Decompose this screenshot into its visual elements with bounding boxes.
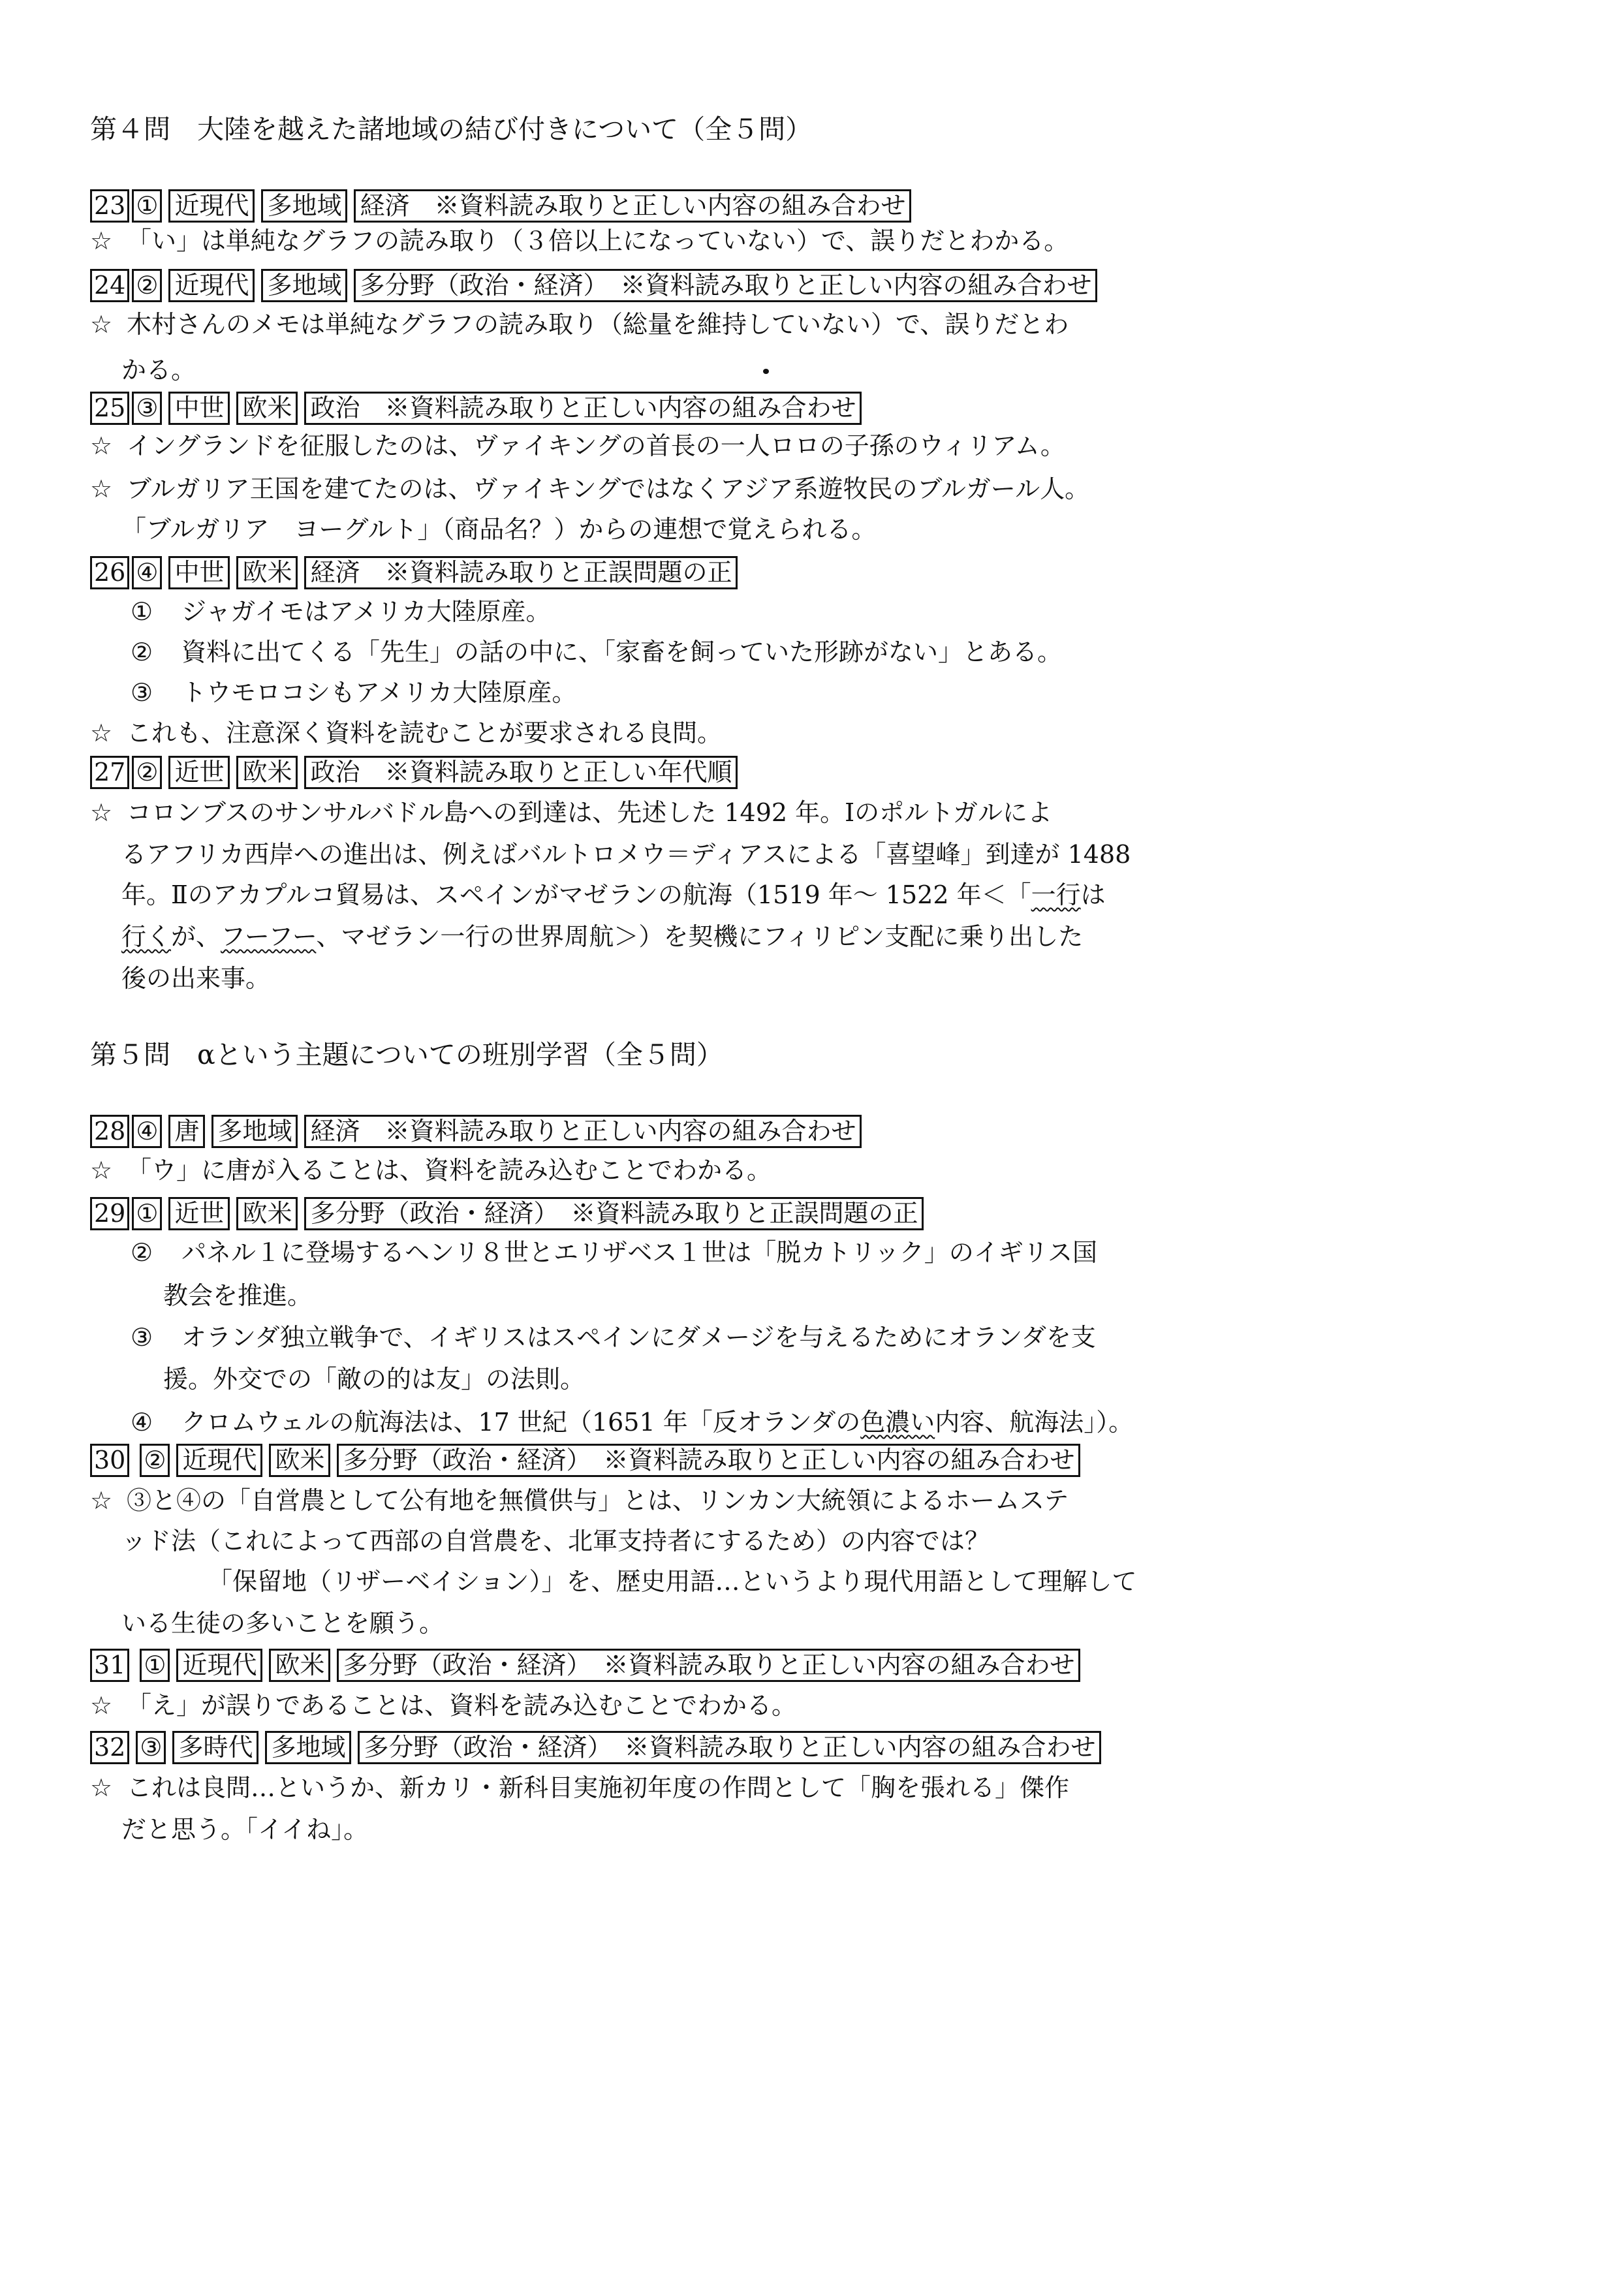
q24-note: ☆ 木村さんのメモは単純なグラフの読み取り（総量を維持していない）で、誤りだとわ: [90, 310, 1069, 339]
q31-header: [90, 1649, 1080, 1682]
q28-region-tag: 多地域: [211, 1115, 298, 1148]
q25-note2-cont: 「ブルガリア ヨーグルト」（商品名？）からの連想で覚えられる。: [121, 515, 877, 544]
wavy-underline: 一行: [1031, 880, 1081, 909]
q29-sub2-cont: 教会を推進。: [163, 1281, 313, 1310]
q25-note2: ☆ ブルガリア王国を建てたのは、ヴァイキングではなくアジア系遊牧民のブルガール人。: [90, 475, 1090, 503]
q24-answer: ②: [132, 269, 162, 302]
q26-region-tag: 欧米: [236, 556, 298, 589]
q24-number: 24: [90, 269, 129, 302]
q32-answer: ③: [136, 1731, 166, 1764]
q27-field-tag: 政治 ※資料読み取りと正しい年代順: [304, 756, 738, 789]
q25-region-tag: 欧米: [236, 392, 298, 425]
q29-sub3-cont: 援。外交での「敵の的は友」の法則。: [163, 1365, 586, 1393]
q26-note: ☆ これも、注意深く資料を読むことが要求される良問。: [90, 719, 723, 747]
q31-region-tag: 欧米: [269, 1649, 330, 1682]
q27-era-tag: 近世: [168, 756, 230, 789]
q23-header: [90, 189, 911, 223]
star-mark: ☆: [90, 719, 113, 747]
q23-number: 23: [90, 189, 129, 223]
q27-line5: 後の出来事。: [121, 964, 271, 993]
q25-era-tag: 中世: [168, 392, 230, 425]
q26-sub1: ① ジャガイモはアメリカ大陸原産。: [131, 597, 551, 626]
q23-answer: ①: [132, 189, 162, 223]
q28-note: ☆ 「ウ」に唐が入ることは、資料を読み込むことでわかる。: [90, 1156, 772, 1185]
q27-number: 27: [90, 756, 129, 789]
q31-era-tag: 近現代: [176, 1649, 262, 1682]
q30-line2: ッド法（これによって西部の自営農を、北軍支持者にするため）の内容では？: [121, 1527, 990, 1555]
star-mark: ☆: [90, 1156, 113, 1185]
q25-answer: ③: [132, 392, 162, 425]
q31-number: 31: [90, 1649, 129, 1682]
q30-answer: ②: [140, 1444, 170, 1477]
q27-header: [90, 756, 738, 789]
star-mark: ☆: [90, 798, 113, 827]
q24-era-tag: 近現代: [168, 269, 255, 302]
q31-field-tag: 多分野（政治・経済） ※資料読み取りと正しい内容の組み合わせ: [337, 1649, 1080, 1682]
q30-line4: いる生徒の多いことを願う。: [121, 1609, 445, 1638]
star-mark: ☆: [90, 475, 113, 503]
wavy-underline: 行く: [121, 922, 172, 951]
q24-region-tag: 多地域: [261, 269, 347, 302]
q26-field-tag: 経済 ※資料読み取りと正誤問題の正: [304, 556, 738, 589]
q26-header: [90, 556, 738, 589]
q28-header: [90, 1115, 862, 1148]
q30-region-tag: 欧米: [269, 1444, 330, 1477]
q29-number: 29: [90, 1197, 129, 1230]
q24-header: [90, 269, 1097, 302]
q30-era-tag: 近現代: [176, 1444, 262, 1477]
q32-header: [90, 1731, 1101, 1764]
q29-header: [90, 1197, 924, 1230]
q32-number: 32: [90, 1731, 129, 1764]
q28-field-tag: 経済 ※資料読み取りと正しい内容の組み合わせ: [304, 1115, 862, 1148]
section4-heading: 第４問 大陸を越えた諸地域の結び付きについて（全５問）: [90, 114, 813, 145]
q31-answer: ①: [140, 1649, 170, 1682]
star-mark: ☆: [90, 1486, 113, 1515]
wavy-underline: フーフー: [221, 922, 317, 951]
star-mark: ☆: [90, 431, 113, 460]
q29-sub2: ② パネル１に登場するヘンリ８世とエリザベス１世は「脱カトリック」のイギリス国: [131, 1238, 1097, 1267]
q28-number: 28: [90, 1115, 129, 1148]
q29-answer: ①: [132, 1197, 162, 1230]
q26-sub3: ③ トウモロコシもアメリカ大陸原産。: [131, 678, 577, 707]
q25-number: 25: [90, 392, 129, 425]
q23-field-tag: 経済 ※資料読み取りと正しい内容の組み合わせ: [354, 189, 911, 223]
q27-line1: ☆ コロンブスのサンサルバドル島への到達は、先述した 1492 年。Ⅰのポルトガルによ: [90, 798, 1052, 827]
q23-era-tag: 近現代: [168, 189, 255, 223]
wavy-underline: 色濃い: [860, 1408, 935, 1437]
q25-header: [90, 392, 862, 425]
q29-era-tag: 近世: [168, 1197, 230, 1230]
q30-line1: ☆ ③と④の「自営農として公有地を無償供与」とは、リンカン大統領によるホームステ: [90, 1486, 1069, 1515]
q25-field-tag: 政治 ※資料読み取りと正しい内容の組み合わせ: [304, 392, 862, 425]
q26-number: 26: [90, 556, 129, 589]
q26-sub2: ② 資料に出てくる「先生」の話の中に、「家畜を飼っていた形跡がない」とある。: [131, 638, 1063, 666]
q28-answer: ④: [132, 1115, 162, 1148]
q24-note-cont: かる。: [121, 356, 196, 384]
q26-era-tag: 中世: [168, 556, 230, 589]
q31-note: ☆ 「え」が誤りであることは、資料を読み込むことでわかる。: [90, 1691, 797, 1720]
ink-smudge: [763, 369, 769, 374]
q30-header: [90, 1444, 1080, 1477]
q29-sub3: ③ オランダ独立戦争で、イギリスはスペインにダメージを与えるためにオランダを支: [131, 1323, 1096, 1352]
star-mark: ☆: [90, 226, 113, 255]
q29-sub4: ④ クロムウェルの航海法は、17 世紀（1651 年「反オランダの色濃い内容、航海法」）。: [131, 1408, 1134, 1437]
q28-era-tag: 唐: [168, 1115, 205, 1148]
section5-heading: 第５問 αという主題についての班別学習（全５問）: [90, 1039, 723, 1070]
q32-line1: ☆ これは良問…というか、新カリ・新科目実施初年度の作問として「胸を張れる」傑作: [90, 1773, 1070, 1802]
q32-field-tag: 多分野（政治・経済） ※資料読み取りと正しい内容の組み合わせ: [358, 1731, 1101, 1764]
q29-field-tag: 多分野（政治・経済） ※資料読み取りと正誤問題の正: [304, 1197, 924, 1230]
q27-line4: 行くが、フーフー、マゼラン一行の世界周航＞）を契機にフィリピン支配に乗り出した: [121, 922, 1084, 951]
q29-region-tag: 欧米: [236, 1197, 298, 1230]
q26-answer: ④: [132, 556, 162, 589]
q30-number: 30: [90, 1444, 129, 1477]
q27-region-tag: 欧米: [236, 756, 298, 789]
star-mark: ☆: [90, 1691, 113, 1720]
q32-line2: だと思う。「イイね」。: [121, 1815, 369, 1844]
q30-line3: 「保留地（リザーベイション）」を、歴史用語…というより現代用語として理解して: [208, 1567, 1137, 1596]
q32-region-tag: 多地域: [265, 1731, 351, 1764]
star-mark: ☆: [90, 1773, 113, 1802]
q30-field-tag: 多分野（政治・経済） ※資料読み取りと正しい内容の組み合わせ: [337, 1444, 1080, 1477]
q27-line3: 年。Ⅱのアカプルコ貿易は、スペインがマゼランの航海（1519 年～ 1522 年＜「一行は: [121, 880, 1106, 909]
q23-note: ☆ 「い」は単純なグラフの読み取り（３倍以上になっていない）で、誤りだとわかる。: [90, 226, 1069, 255]
q25-note1: ☆ イングランドを征服したのは、ヴァイキングの首長の一人ロロの子孫のウィリアム。: [90, 431, 1065, 460]
q24-field-tag: 多分野（政治・経済） ※資料読み取りと正しい内容の組み合わせ: [354, 269, 1097, 302]
q32-era-tag: 多時代: [172, 1731, 258, 1764]
q27-answer: ②: [132, 756, 162, 789]
star-mark: ☆: [90, 310, 113, 339]
q23-region-tag: 多地域: [261, 189, 347, 223]
q27-line2: るアフリカ西岸への進出は、例えばバルトロメウ＝ディアスによる「喜望峰」到達が 1488: [121, 840, 1131, 869]
